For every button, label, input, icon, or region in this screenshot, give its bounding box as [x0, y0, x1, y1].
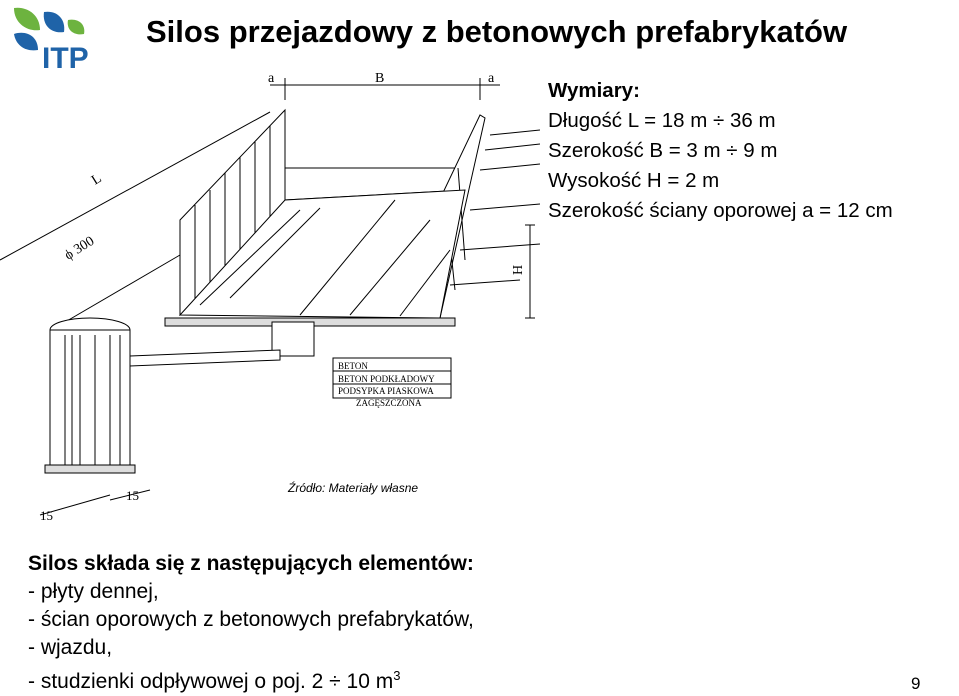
- component-item-last: [28, 662, 474, 696]
- page-number: 9: [911, 674, 921, 693]
- label-l: L: [89, 171, 105, 189]
- dimension-length: Długość L = 18 m ÷ 36 m: [548, 109, 776, 132]
- logo-text: ITP: [42, 42, 89, 72]
- source-caption: Źródło: Materiały własne: [288, 481, 419, 495]
- legend-item-4: ZAGĘSZCZONA: [356, 398, 422, 408]
- dimension-wall-width: Szerokość ściany oporowej a = 12 cm: [548, 199, 893, 222]
- label-a-right: a: [488, 71, 495, 86]
- legend-item-3: PODSYPKA PIASKOWA: [338, 386, 434, 396]
- legend-item-1: BETON: [338, 361, 368, 371]
- dimensions-heading: Wymiary:: [548, 79, 640, 102]
- label-pipe: ϕ 300: [62, 233, 98, 264]
- component-item: - ścian oporowych z betonowych prefabrykatów,: [28, 608, 474, 631]
- label-a-left: a: [268, 71, 275, 86]
- component-item: - płyty dennej,: [28, 580, 159, 603]
- component-item-sup: 3: [393, 668, 401, 683]
- slide-title: Silos przejazdowy z betonowych prefabrykatów: [146, 14, 848, 49]
- label-b: B: [375, 71, 385, 86]
- components-block: [28, 550, 474, 696]
- legend-item-2: BETON PODKŁADOWY: [338, 374, 435, 384]
- label-h: H: [511, 264, 526, 275]
- component-item: - wjazdu,: [28, 636, 113, 659]
- component-item-text: - studzienki odpływowej o poj. 2 ÷ 10 m: [28, 670, 394, 693]
- dimensions-block: [548, 76, 893, 226]
- dimension-width: Szerokość B = 3 m ÷ 9 m: [548, 139, 778, 162]
- components-heading: Silos składa się z następujących elementów:: [28, 552, 474, 575]
- label-15-right: 15: [126, 488, 139, 503]
- silo-technical-drawing: [0, 60, 540, 535]
- dimension-height: Wysokość H = 2 m: [548, 169, 720, 192]
- label-15-left: 15: [40, 508, 53, 523]
